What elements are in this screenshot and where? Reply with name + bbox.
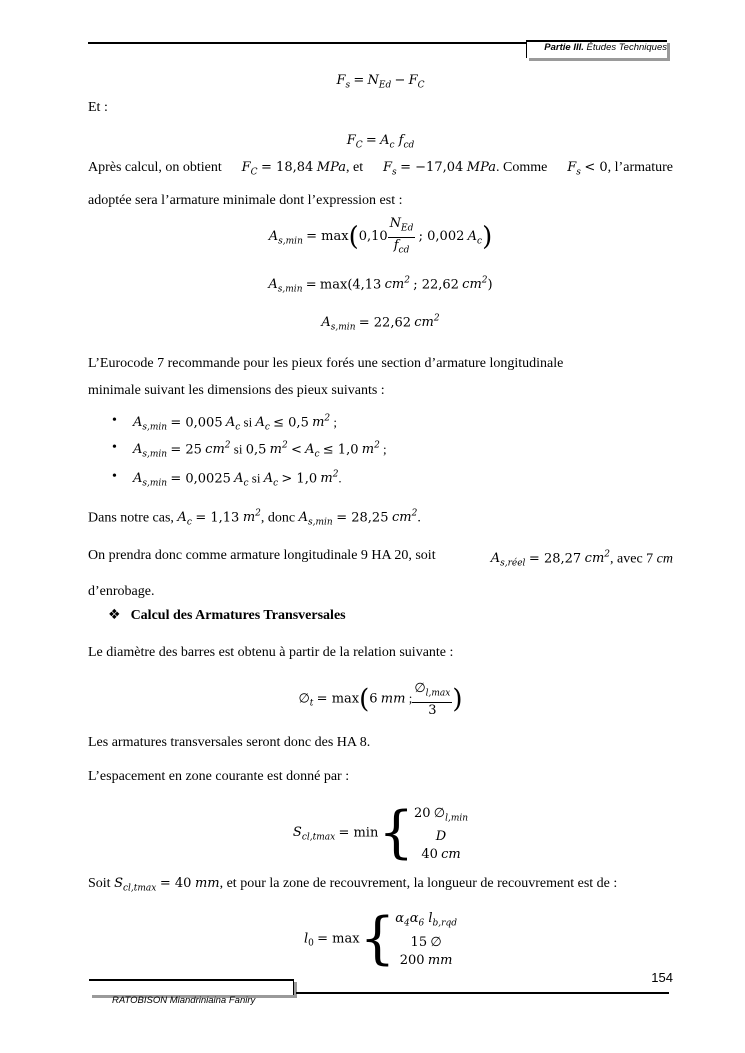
eurocode-line1: L’Eurocode 7 recommande pour les pieux forés une section d’armature longitudinale [88, 356, 564, 371]
page-header [544, 42, 667, 53]
diamond-bullet-icon: ❖ [108, 607, 121, 623]
equation-s-cl-tmax: $S_{cl,tmax} = \min${ 20 $\emptyset_{l,min}$ D 40 cm [292, 800, 469, 866]
footer-author: RATOBISON Miandriniaina Faniry [112, 995, 256, 1006]
header-rule [88, 42, 526, 44]
equation-fc: $F_C = A_c$ $f_{cd}$ [346, 133, 415, 151]
equation-fs: $F_s = N_{Ed} - F_C$ [336, 73, 425, 91]
equation-asmin-result: $A_{s,min} = 22,62$ $cm^2$ [321, 314, 440, 333]
bullet-3-icon: • [112, 469, 117, 484]
footer-rule [296, 992, 669, 994]
apres-line2: adoptée sera l’armature minimale dont l’expression est : [88, 192, 403, 208]
apres-4: , l’armature [607, 160, 673, 175]
bullet-item-3: $A_{s,min} = 0,0025$ $A_c$ si $A_c > 1,0$ $m^2$. [133, 470, 342, 489]
section-heading: ❖ Calcul des Armatures Transversales [108, 607, 346, 623]
fc-value: = 18,84 [261, 160, 314, 175]
header-title: Études Techniques [586, 42, 667, 53]
header-part: Partie III. [544, 42, 584, 53]
fs-unit: MPa [466, 160, 497, 175]
apres-2: , et [346, 160, 364, 175]
paragraph-eurocode [88, 350, 563, 404]
bullet-1-icon: • [112, 413, 117, 428]
fs-compare: < 0 [584, 160, 608, 175]
equation-asmin-values: $A_{s,min} = \max(4,13$ $cm^2$ ; 22,62 $cm^2$) [268, 276, 493, 295]
paragraph-on-prendra: On prendra donc comme armature longitudinale 9 HA 20, soit $A_{s,réel} = 28,27$ $cm^2$, avec 7 cm d’enrobage. [88, 548, 673, 599]
paragraph-soit: Soit $S_{cl,tmax} = 40$ mm, et pour la zone de recouvrement, la longueur de recouvrement est de : [88, 876, 618, 894]
equation-phi-t: $\emptyset_t = \max(6$ mm ; $\frac{\emptyset_{l,max}}{3}$ ) [298, 681, 463, 718]
fs-value: = −17,04 [400, 160, 464, 175]
paragraph-dans-notre-cas: Dans notre cas, $A_c = 1,13$ $m^2$, donc $A_{s,min} = 28,25$ $cm^2$. [88, 509, 421, 528]
equation-l0: $l_0 = \max${ $\alpha_4\alpha_6$ $l_{b,rqd}$ 15 ∅ 200 mm [303, 906, 457, 972]
bullet-item-2: $A_{s,min} = 25$ $cm^2$ si 0,5 $m^2 < A_c \le 1,0$ $m^2$ ; [133, 441, 387, 460]
text-diametre: Le diamètre des barres est obtenu à partir de la relation suivante : [88, 645, 454, 660]
apres-1: Après calcul, on obtient [88, 160, 222, 175]
text-et: Et : [88, 100, 108, 115]
text-ha8: Les armatures transversales seront donc des HA 8. [88, 735, 371, 750]
page-number: 154 [651, 970, 673, 985]
fc-unit: MPa [316, 160, 347, 175]
eurocode-line2: minimale suivant les dimensions des pieux suivants : [88, 383, 385, 398]
apres-3: . Comme [496, 160, 548, 175]
text-espacement: L’espacement en zone courante est donné par : [88, 769, 350, 784]
bullet-2-icon: • [112, 440, 117, 455]
footer-box [89, 979, 294, 995]
equation-asmin-max: $A_{s,min} = \max(0,10$ $\frac{N_{Ed}}{f_{cd}}$ ; 0,002 $A_c$) [268, 216, 493, 256]
bullet-item-1: $A_{s,min} = 0,005$ $A_c$ si $A_c \le 0,5$ $m^2$ ; [133, 414, 338, 433]
paragraph-apres-calcul: Après calcul, on obtient $F_C = 18,84$ MPa, et $F_s = -17,04$ MPa. Comme $F_s < 0$, l’armature adoptée sera l’armature minimale dont l’expression est : [88, 154, 673, 214]
